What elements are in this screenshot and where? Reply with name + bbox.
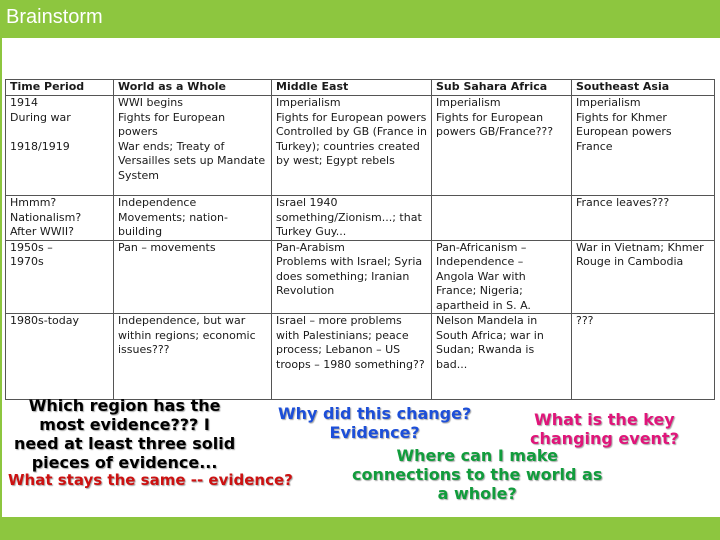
header-southeast-asia: Southeast Asia [572,80,715,96]
table-cell: Imperialism Fights for European powers Controlled by GB (France in Turkey); countries created by west; Egypt rebels [272,96,432,196]
bottom-bar [0,517,720,540]
table-cell: Pan-Arabism Problems with Israel; Syria does something; Iranian Revolution [272,240,432,314]
table-cell: 1914 During war 1918/1919 [6,96,114,196]
slide-title: Brainstorm [6,6,103,28]
table-cell: ??? [572,314,715,400]
table-row [6,240,715,314]
table-cell: 1950s – 1970s [6,240,114,314]
left-border [0,38,2,517]
title-bar [0,0,720,38]
table-cell: WWI begins Fights for European powers War ends; Treaty of Versailles sets up Mandate System [114,96,272,196]
header-middle-east: Middle East [272,80,432,96]
header-world: World as a Whole [114,80,272,96]
question-stays-same: What stays the same -- evidence? [8,471,293,489]
table-cell: Nelson Mandela in South Africa; war in Sudan; Rwanda is bad... [432,314,572,400]
table-cell: Pan-Africanism – Independence – Angola War with France; Nigeria; apartheid in S. A. [432,240,572,314]
table-cell: Independence, but war within regions; economic issues??? [114,314,272,400]
table-cell [432,196,572,241]
brainstorm-table [5,79,715,400]
table-cell: Israel – more problems with Palestinians; peace process; Lebanon – US troops – 1980 something?? [272,314,432,400]
header-sub-sahara-africa: Sub Sahara Africa [432,80,572,96]
question-world-connections: Where can I make connections to the world as a whole? [352,446,603,503]
table-cell: War in Vietnam; Khmer Rouge in Cambodia [572,240,715,314]
table-cell: Pan – movements [114,240,272,314]
table-cell: Imperialism Fights for European powers GB/France??? [432,96,572,196]
question-evidence-region: Which region has the most evidence??? I need at least three solid pieces of evidence... [14,396,236,472]
question-why-change: Why did this change? Evidence? [278,404,472,442]
table-cell: Imperialism Fights for Khmer European powers France [572,96,715,196]
table-cell: Israel 1940 something/Zionism...; that Turkey Guy... [272,196,432,241]
table-row [6,96,715,196]
table-header-row [6,80,715,96]
table-cell: 1980s-today [6,314,114,400]
header-time-period: Time Period [6,80,114,96]
table-cell: Hmmm? Nationalism? After WWII? [6,196,114,241]
table-cell: Independence Movements; nation-building [114,196,272,241]
table-row [6,314,715,400]
table-cell: France leaves??? [572,196,715,241]
table-row [6,196,715,241]
question-key-event: What is the key changing event? [530,410,679,448]
